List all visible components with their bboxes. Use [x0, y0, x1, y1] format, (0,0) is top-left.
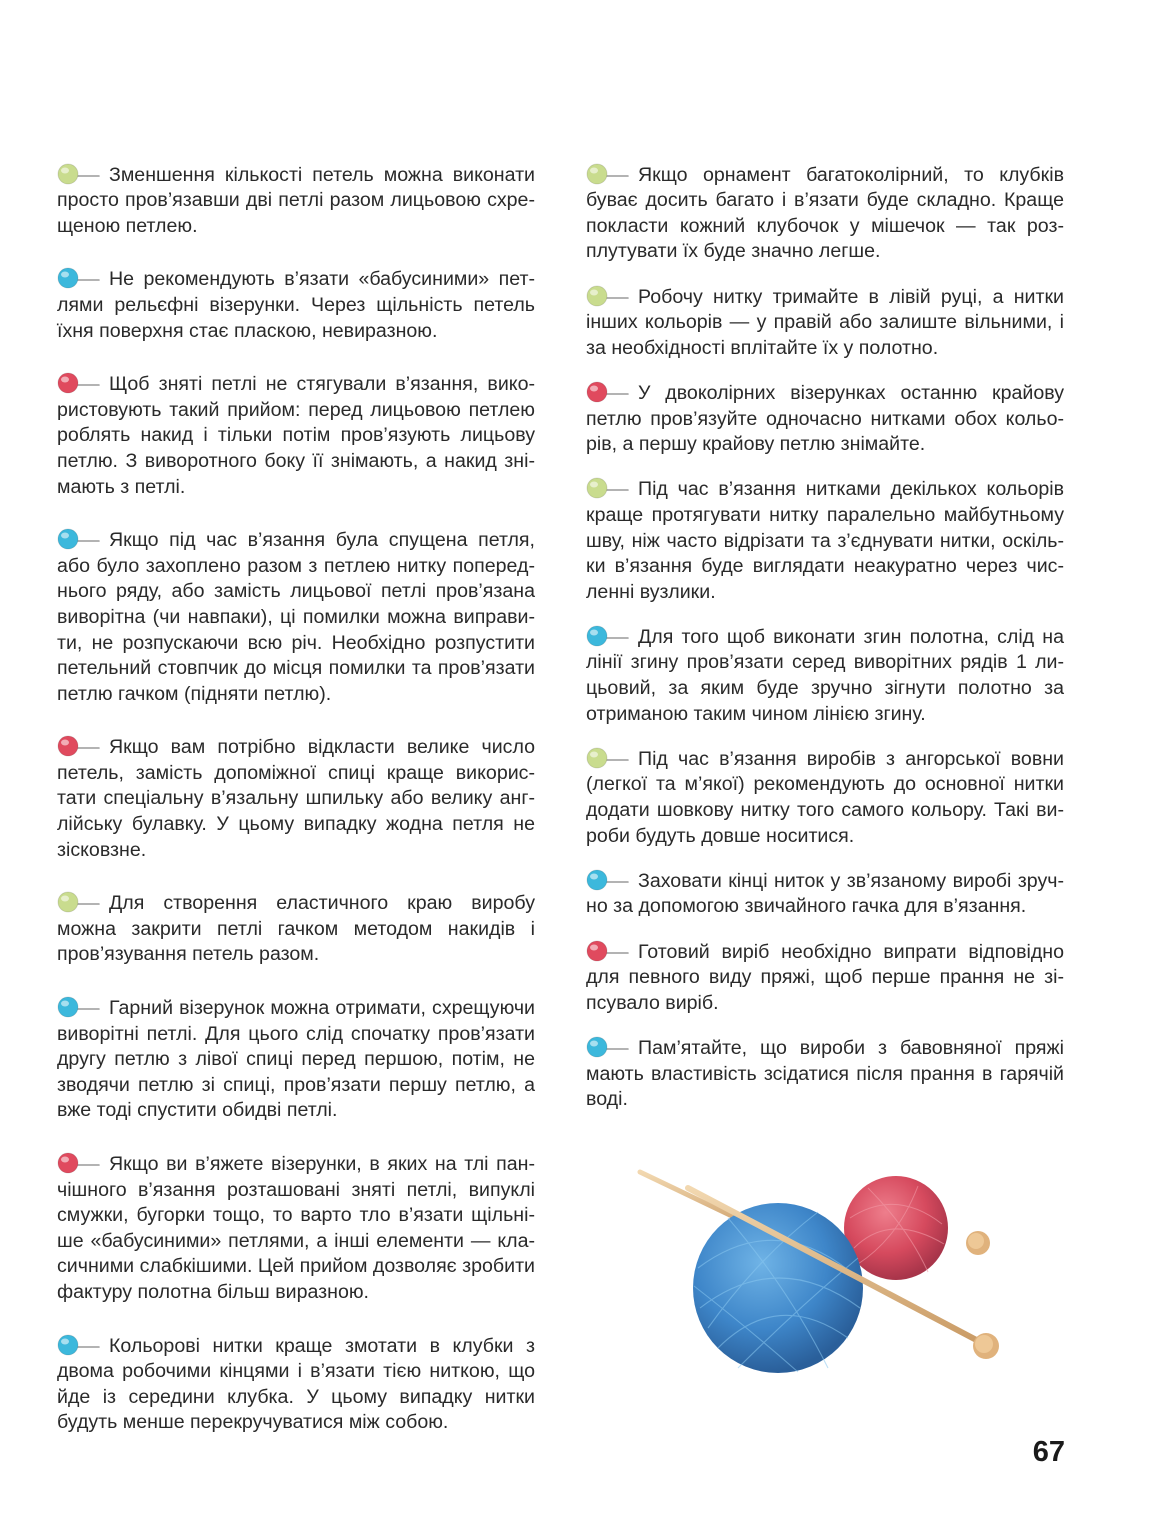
tip	[57, 996, 535, 1124]
tip	[586, 381, 1064, 458]
tip	[57, 1152, 535, 1306]
tip-text: Якщо ви в’яжете візерунки, в яких на тлі панчішного в’язання розташовані зняті петлі, випуклі смужки, бугорки тощо, то варто тло в’язати щільніше «бабусиними» петлями, а інші елементи — класичними слабкішими. Цей прийом дозволяє зробити фактуру полотна більш виразною.	[57, 1153, 535, 1303]
tip-text: Під час в’язання виробів з ангорської вовни (легкої та м’якої) рекомендують до основної нитки додати шовкову нитку того самого кольору. Такі вироби будуть довше носитися.	[586, 747, 1064, 847]
tip	[586, 625, 1064, 727]
tip-text: Зменшення кількості петель можна виконати просто пров’язавши дві петлі разом лицьовою схрещеною петлею.	[57, 163, 535, 237]
blue-pin-icon	[57, 1334, 101, 1356]
tip-text: Якщо вам потрібно відкласти велике число петель, замість допоміжної спиці краще використати спеціальну в’язальну шпильку або велику англійську булавку. У цьому випадку жодна петля не зісковзне.	[57, 736, 535, 861]
tip-text: Готовий виріб необхідно випрати відповідно для певного виду пряжі, щоб перше прання не зіпсувало виріб.	[586, 940, 1064, 1014]
green-pin-icon	[57, 163, 101, 185]
tip-text: У двоколірних візерунках останню крайову петлю пров’язуйте одночасно нитками обох кольорів, а першу крайову петлю знімайте.	[586, 381, 1064, 456]
green-pin-icon	[586, 163, 630, 185]
tip	[57, 528, 535, 707]
green-pin-icon	[586, 477, 630, 499]
tip	[57, 1334, 535, 1436]
blue-pin-icon	[57, 528, 101, 550]
tip-text: Якщо під час в’язання була спущена петля, або було захоплено разом з петлею нитку попереднього ряду, або замість лицьової петлі пров’язана виворітна (чи навпаки), ці помилки можна виправити, не розпускаючи всю річ. Необхідно розпустити петельний стовпчик до місця помилки та пров’язати петлю гачком (підняти петлю).	[57, 529, 535, 705]
green-pin-icon	[57, 891, 101, 913]
tip	[586, 285, 1064, 362]
red-pin-icon	[586, 381, 630, 403]
tip-text: Для створення еластичного краю виробу можна закрити петлі гачком методом накидів і пров’язування петель разом.	[57, 892, 535, 966]
yarn-balls-illustration	[628, 1168, 1008, 1408]
tip	[57, 372, 535, 500]
tip	[586, 1036, 1064, 1113]
tip-text: Якщо орнамент багатоколірний, то клубків буває досить багато і в’язати буде складно. Краще покласти кожний клубочок у мішечок — так розплутувати їх буде значно легше.	[586, 163, 1064, 263]
red-pin-icon	[586, 940, 630, 962]
left-column	[57, 143, 535, 1464]
tip-text: Під час в’язання нитками декількох кольорів краще протягувати нитку паралельно майбутньому шву, ніж часто відрізати та з’єднувати нитки, оскільки в’язання буде виглядати неакуратно через численні вузлики.	[586, 478, 1064, 603]
tip-text: Для того щоб виконати згин полотна, слід на лінії згину пров’язати серед виворітних рядів 1 лицьовий, за яким буде зручно зігнути полотно за отриманою таким чином лінією згину.	[586, 625, 1064, 725]
tip-text: Заховати кінці ниток у зв’язаному виробі зручно за допомогою звичайного гачка для в’язання.	[586, 869, 1064, 918]
tip-text: Не рекомендують в’язати «бабусиними» петлями рельєфні візерунки. Через щільність петель їхня поверхня стає пласкою, невиразною.	[57, 268, 535, 342]
red-pin-icon	[57, 735, 101, 757]
blue-pin-icon	[586, 625, 630, 647]
tip	[586, 163, 1064, 265]
blue-pin-icon	[586, 869, 630, 891]
tip-text: Робочу нитку тримайте в лівій руці, а нитки інших кольорів — у правій або залиште вільними, і за необхідності вплітайте їх у полотно.	[586, 285, 1064, 359]
tip	[57, 163, 535, 240]
tip-text: Пам’ятайте, що вироби з бавовняної пряжі мають властивість зсідатися після прання в гарячій воді.	[586, 1036, 1064, 1111]
blue-pin-icon	[57, 267, 101, 289]
right-column	[586, 143, 1064, 1128]
tip	[586, 940, 1064, 1017]
blue-pin-icon	[57, 996, 101, 1018]
tip	[586, 869, 1064, 920]
tip-text: Гарний візерунок можна отримати, схрещуючи виворітні петлі. Для цього слід спочатку пров’язати другу петлю з лівої спиці перед першою, потім, не зводячи петлю зі спиці, пров’язати першу петлю, а вже тоді спустити обидві петлі.	[57, 997, 535, 1122]
tip	[57, 735, 535, 863]
green-pin-icon	[586, 747, 630, 769]
tip	[586, 477, 1064, 605]
red-pin-icon	[57, 372, 101, 394]
tip	[586, 747, 1064, 849]
blue-pin-icon	[586, 1036, 630, 1058]
tip	[57, 267, 535, 344]
yarn-balls-icon	[628, 1168, 1008, 1408]
red-pin-icon	[57, 1152, 101, 1174]
tip	[57, 891, 535, 968]
page-number: 67	[1032, 1436, 1065, 1468]
green-pin-icon	[586, 285, 630, 307]
tip-text: Кольорові нитки краще змотати в клубки з двома робочими кінцями і в’язати тією ниткою, що йде із середини клубка. У цьому випадку нитки будуть менше перекручуватися між собою.	[57, 1334, 535, 1434]
tip-text: Щоб зняті петлі не стягували в’язання, використовують такий прийом: перед лицьовою петлею роблять накид і тільки потім пров’язують лицьову петлю. З виворотного боку її знімають, а накид знімають з петлі.	[57, 373, 535, 498]
